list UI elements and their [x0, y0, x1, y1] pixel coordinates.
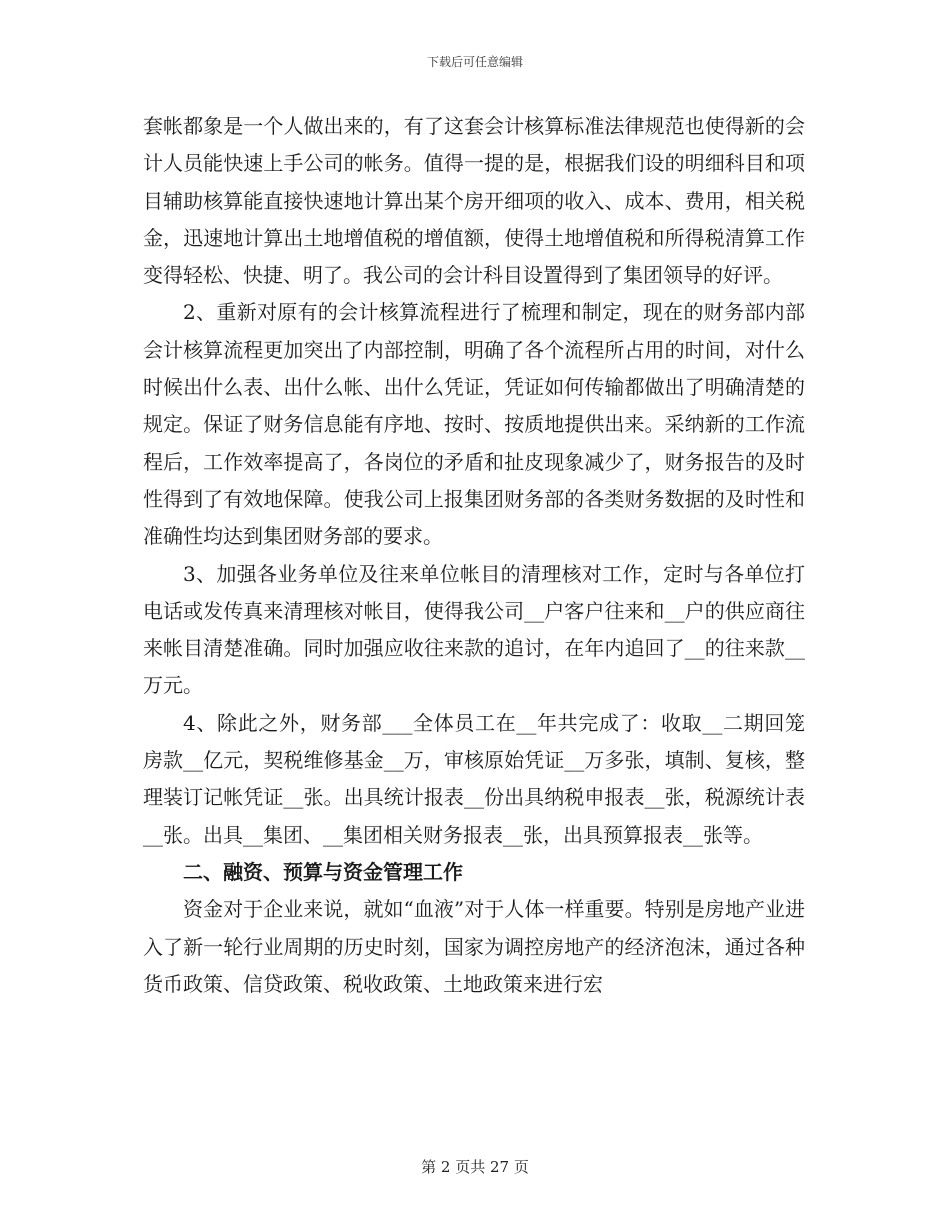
paragraph-funding: 资金对于企业来说，就如“血液”对于人体一样重要。特别是房地产业进入了新一轮行业周期的历史时刻，国家为调控房地产的经济泡沫，通过各种货币政策、信贷政策、税收政策、土地政策来进行宏 [143, 897, 805, 996]
paragraph-item-2: 2、重新对原有的会计核算流程进行了梳理和制定，现在的财务部内部会计核算流程更加突出了内部控制，明确了各个流程所占用的时间，对什么时候出什么表、出什么帐、出什么凭证，凭证如何传输都做出了明确清楚的规定。保证了财务信息能有序地、按时、按质地提供出来。采纳新的工作流程后，工作效率提高了，各岗位的矛盾和扯皮现象减少了，财务报告的及时性得到了有效地保障。使我公司上报集团财务部的各类财务数据的及时性和准确性均达到集团财务部的要求。 [143, 300, 805, 549]
paragraph-item-3: 3、加强各业务单位及往来单位帐目的清理核对工作，定时与各单位打电话或发传真来清理核对帐目，使得我公司__户客户往来和__户的供应商往来帐目清楚准确。同时加强应收往来款的追讨，在年内追回了__的往来款__万元。 [143, 561, 805, 698]
paragraph-item-4: 4、除此之外，财务部___全体员工在__年共完成了：收取__二期回笼房款__亿元，契税维修基金__万，审核原始凭证__万多张，填制、复核，整理装订记帐凭证__张。出具统计报表__份出具纳税申报表__张，税源统计表__张。出具__集团、__集团相关财务报表__张，出具预算报表__张等。 [143, 710, 805, 847]
paragraph-continued: 套帐都象是一个人做出来的，有了这套会计核算标准法律规范也使得新的会计人员能快速上手公司的帐务。值得一提的是，根据我们设的明细科目和项目辅助核算能直接快速地计算出某个房开细项的收入、成本、费用，相关税金，迅速地计算出土地增值税的增值额，使得土地增值税和所得税清算工作变得轻松、快捷、明了。我公司的会计科目设置得到了集团领导的好评。 [143, 114, 805, 288]
header-note: 下载后可任意编辑 [426, 55, 523, 69]
section-heading: 二、融资、预算与资金管理工作 [183, 859, 463, 884]
document-body [143, 108, 805, 1003]
page-number: 第 2 页共 27 页 [421, 1158, 529, 1176]
